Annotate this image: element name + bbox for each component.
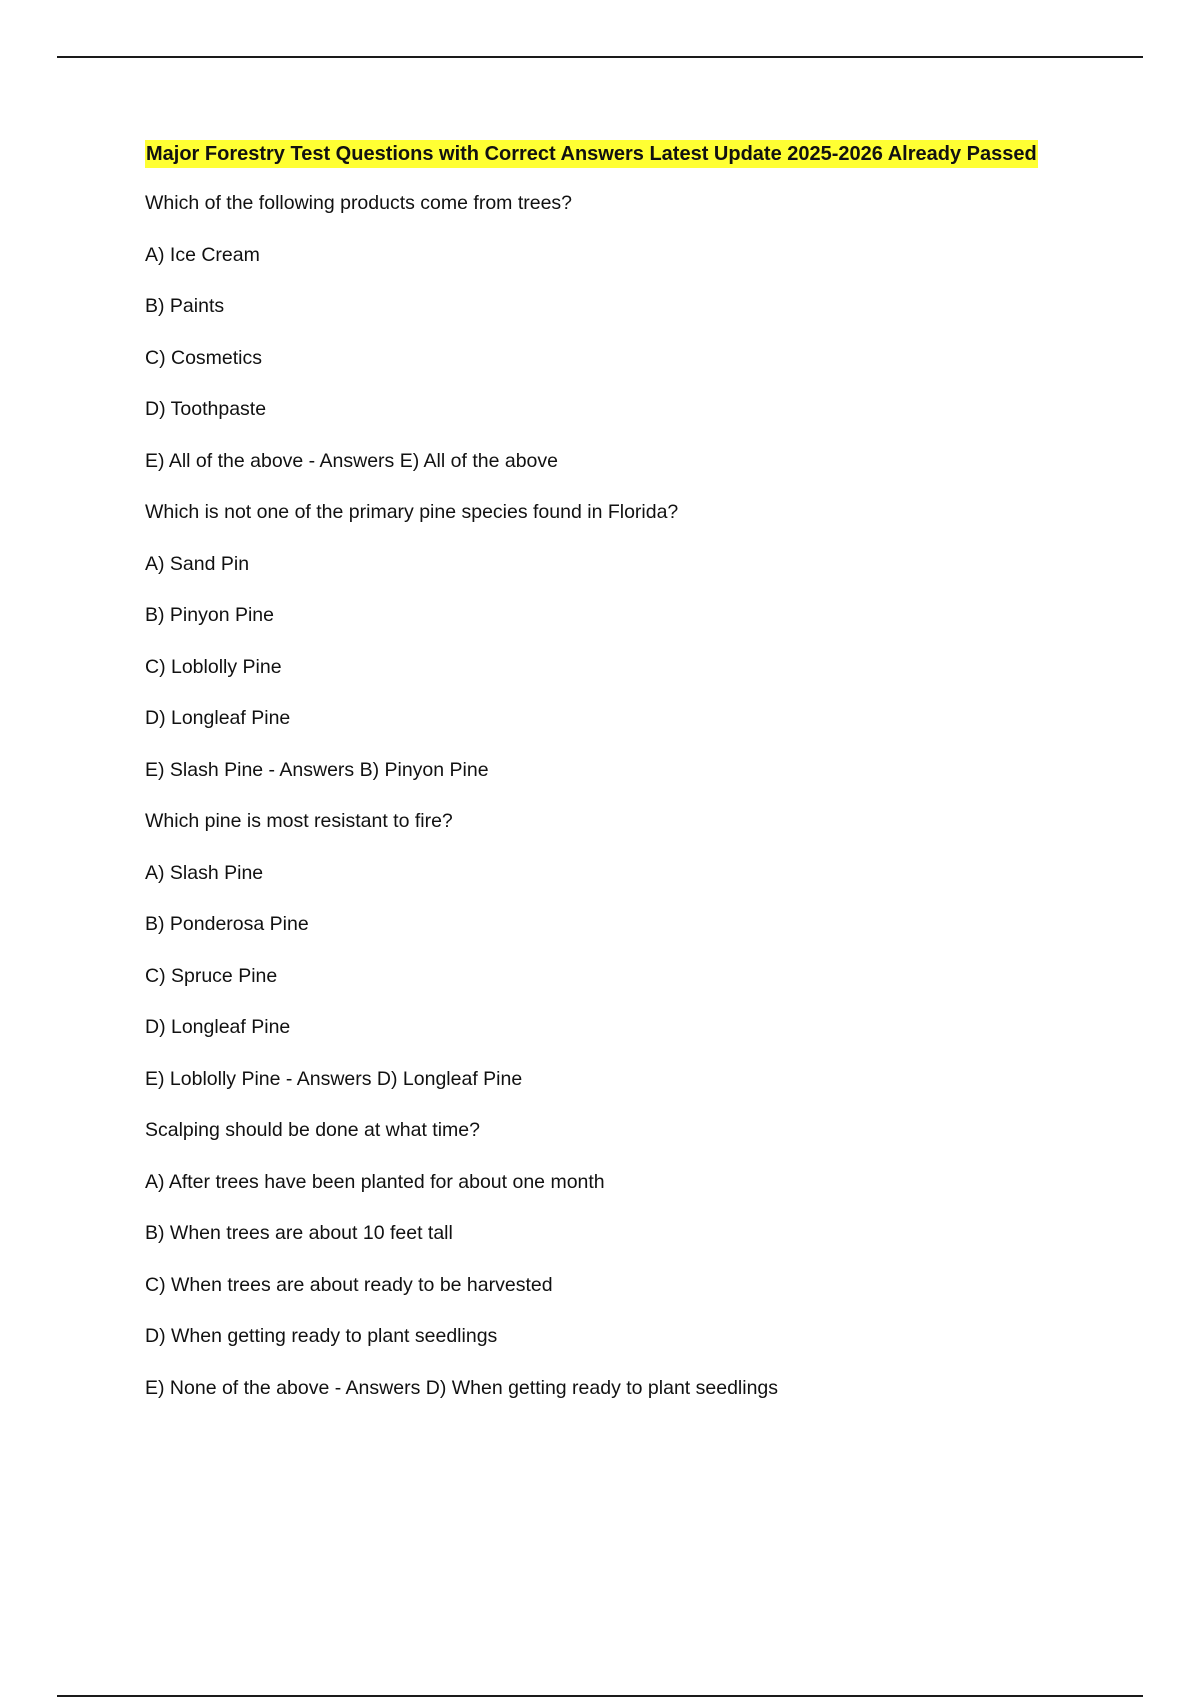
answer-option: C) Cosmetics	[145, 346, 263, 369]
answer-option: B) Ponderosa Pine	[145, 913, 309, 935]
answer-option: C) Spruce Pine	[145, 964, 278, 987]
bottom-rule	[57, 1695, 1143, 1697]
question-block-3	[145, 807, 1145, 1093]
question-block-4	[145, 1116, 1145, 1402]
answer-option: B) Paints	[145, 295, 225, 317]
answer-option: D) Toothpaste	[145, 398, 267, 420]
answer-option: C) Loblolly Pine	[145, 655, 282, 678]
top-rule	[57, 56, 1143, 58]
answer-option: D) When getting ready to plant seedlings	[145, 1325, 498, 1347]
question-text: Which is not one of the primary pine species found in Florida?	[145, 501, 679, 523]
question-text: Which pine is most resistant to fire?	[145, 810, 453, 832]
answer-option: A) Slash Pine	[145, 861, 264, 884]
question-block-1	[145, 189, 1145, 475]
answer-option-with-answer: E) Slash Pine - Answers B) Pinyon Pine	[145, 758, 489, 781]
answer-option: D) Longleaf Pine	[145, 707, 291, 729]
answer-option: A) Ice Cream	[145, 243, 260, 266]
document-body	[145, 140, 1145, 1425]
answer-option: A) Sand Pin	[145, 552, 250, 575]
document-title: Major Forestry Test Questions with Correct Answers Latest Update 2025-2026 Already Passed	[145, 140, 1038, 168]
answer-option: B) Pinyon Pine	[145, 604, 274, 626]
answer-option: D) Longleaf Pine	[145, 1016, 291, 1038]
answer-option: B) When trees are about 10 feet tall	[145, 1222, 453, 1244]
answer-option-with-answer: E) Loblolly Pine - Answers D) Longleaf Pine	[145, 1067, 523, 1090]
answer-option: C) When trees are about ready to be harvested	[145, 1273, 553, 1296]
question-text: Scalping should be done at what time?	[145, 1119, 480, 1141]
question-text: Which of the following products come from trees?	[145, 192, 573, 214]
answer-option-with-answer: E) None of the above - Answers D) When getting ready to plant seedlings	[145, 1376, 779, 1399]
question-block-2	[145, 498, 1145, 784]
answer-option-with-answer: E) All of the above - Answers E) All of the above	[145, 449, 558, 472]
answer-option: A) After trees have been planted for about one month	[145, 1170, 605, 1193]
